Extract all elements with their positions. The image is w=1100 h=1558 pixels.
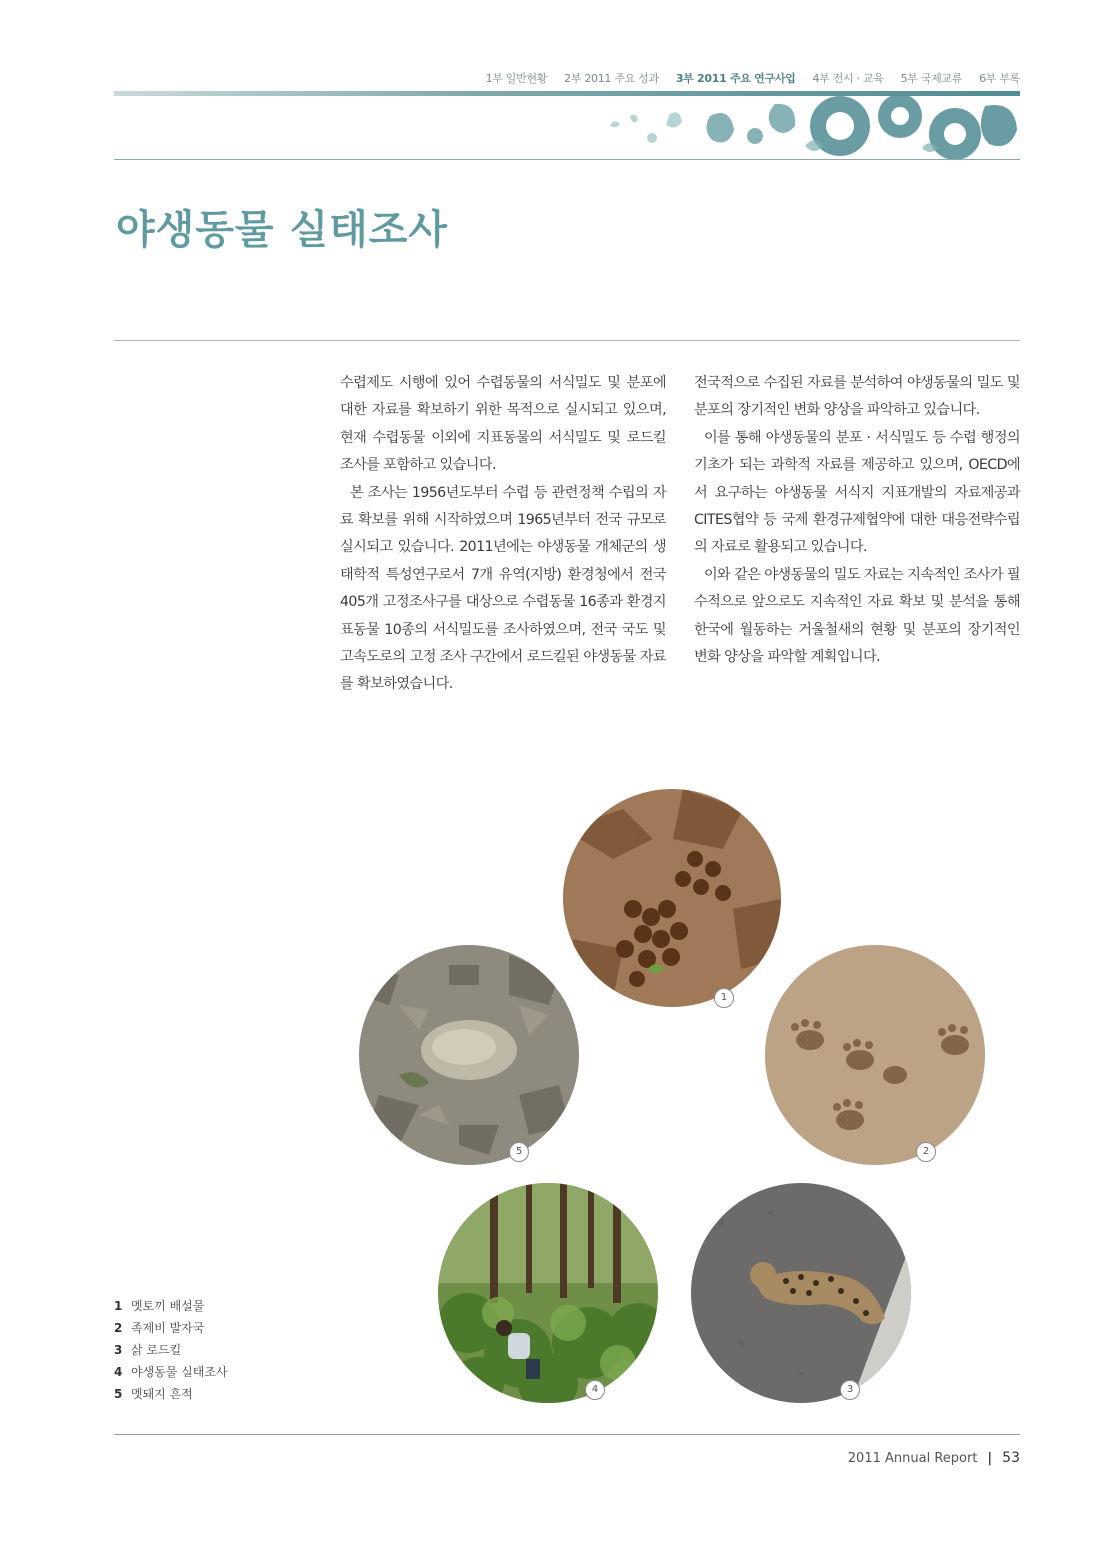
caption-item [114,1317,228,1339]
caption-item [114,1295,228,1317]
droppings-photo-icon [563,789,781,1007]
photo-wild-boar-trace [359,945,579,1165]
photo-leopard-cat-roadkill [691,1183,911,1403]
paragraph: 이와 같은 야생동물의 밀도 자료는 지속적인 조사가 필수적으로 앞으로도 지속적인 자료 확보 및 분석을 통해 한국에 월동하는 거울철새의 현황 및 분포의 장기적인 변화 양상을 파악할 계획입니다. [694,566,1020,666]
caption-number: 4 [114,1365,123,1379]
caption-text: 멧토끼 배설물 [131,1299,205,1313]
paragraph: 수렵제도 시행에 있어 수렵동물의 서식밀도 및 분포에 대한 자료를 확보하기 위한 목적으로 실시되고 있으며, 현재 수렵동물 이외에 지표동물의 서식밀도 및 로드킬 조사를 포함하고 있습니다. [340,375,666,474]
caption-text: 삵 로드킬 [131,1343,182,1357]
caption-number: 2 [114,1321,123,1335]
caption-number: 1 [114,1299,123,1313]
page-footer [848,1450,1020,1466]
body-column-right [694,370,1020,671]
caption-text: 멧돼지 흔적 [131,1387,193,1401]
top-navigation [486,70,1020,86]
nav-item-part2[interactable]: 2부 2011 주요 성과 [564,72,659,85]
photo-number-badge: 3 [840,1380,860,1400]
nav-item-part3[interactable]: 3부 2011 주요 연구사업 [675,72,796,85]
paisley-gear-decoration-icon [600,96,1020,160]
footer-separator: | [987,1450,993,1466]
photo-hare-droppings [563,789,781,1007]
caption-item [114,1339,228,1361]
nav-item-part1[interactable]: 1부 일반현황 [485,72,548,85]
caption-number: 3 [114,1343,123,1357]
caption-text: 족제비 발자국 [131,1321,205,1335]
footer-rule [114,1434,1020,1435]
photo-number-badge: 2 [916,1142,936,1162]
page-number: 53 [1002,1450,1020,1466]
nav-item-part6[interactable]: 6부 부록 [979,72,1020,85]
caption-text: 야생동물 실태조사 [131,1365,228,1379]
photo-weasel-footprints [765,945,985,1165]
header-rule [114,159,1020,160]
nav-item-part5[interactable]: 5부 국제교류 [900,72,963,85]
photo-field-survey [438,1183,658,1403]
photo-captions [114,1295,228,1405]
wild-boar-trace-photo-icon [359,945,579,1165]
nav-item-part4[interactable]: 4부 전시 · 교육 [812,72,884,85]
caption-item [114,1383,228,1405]
paragraph: 전국적으로 수집된 자료를 분석하여 야생동물의 밀도 및 분포의 장기적인 변화 양상을 파악하고 있습니다. [694,375,1020,419]
footprints-photo-icon [765,945,985,1165]
caption-item [114,1361,228,1383]
body-column-left [340,370,666,699]
photo-number-badge: 5 [509,1142,529,1162]
section-divider [114,340,1020,341]
page-title: 야생동물 실태조사 [116,206,449,253]
report-name: 2011 Annual Report [847,1450,978,1466]
field-survey-photo-icon [438,1183,658,1403]
photo-number-badge: 4 [585,1380,605,1400]
paragraph: 이를 통해 야생동물의 분포 · 서식밀도 등 수렵 행정의 기초가 되는 과학적 자료를 제공하고 있으며, OECD에서 요구하는 야생동물 서식지 지표개발의 자료제공과 CITES협약 등 국제 환경규제협약에 대한 대응전략수립의 자료로 활용되고 있습니다. [694,429,1020,556]
photo-number-badge: 1 [714,988,734,1008]
roadkill-photo-icon [691,1183,911,1403]
caption-number: 5 [114,1387,123,1401]
paragraph: 본 조사는 1956년도부터 수렵 등 관련정책 수립의 자료 확보를 위해 시작하였으며 1965년부터 전국 규모로 실시되고 있습니다. 2011년에는 야생동물 개체군의 생태학적 특성연구로서 7개 유역(지방) 환경청에서 전국 405개 고정조사구를 대상으로 수렵동물 16종과 환경지표동물 10종의 서식밀도를 조사하였으며, 전국 국도 및 고속도로의 고정 조사 구간에서 로드킬된 야생동물 자료를 확보하였습니다. [340,484,666,693]
